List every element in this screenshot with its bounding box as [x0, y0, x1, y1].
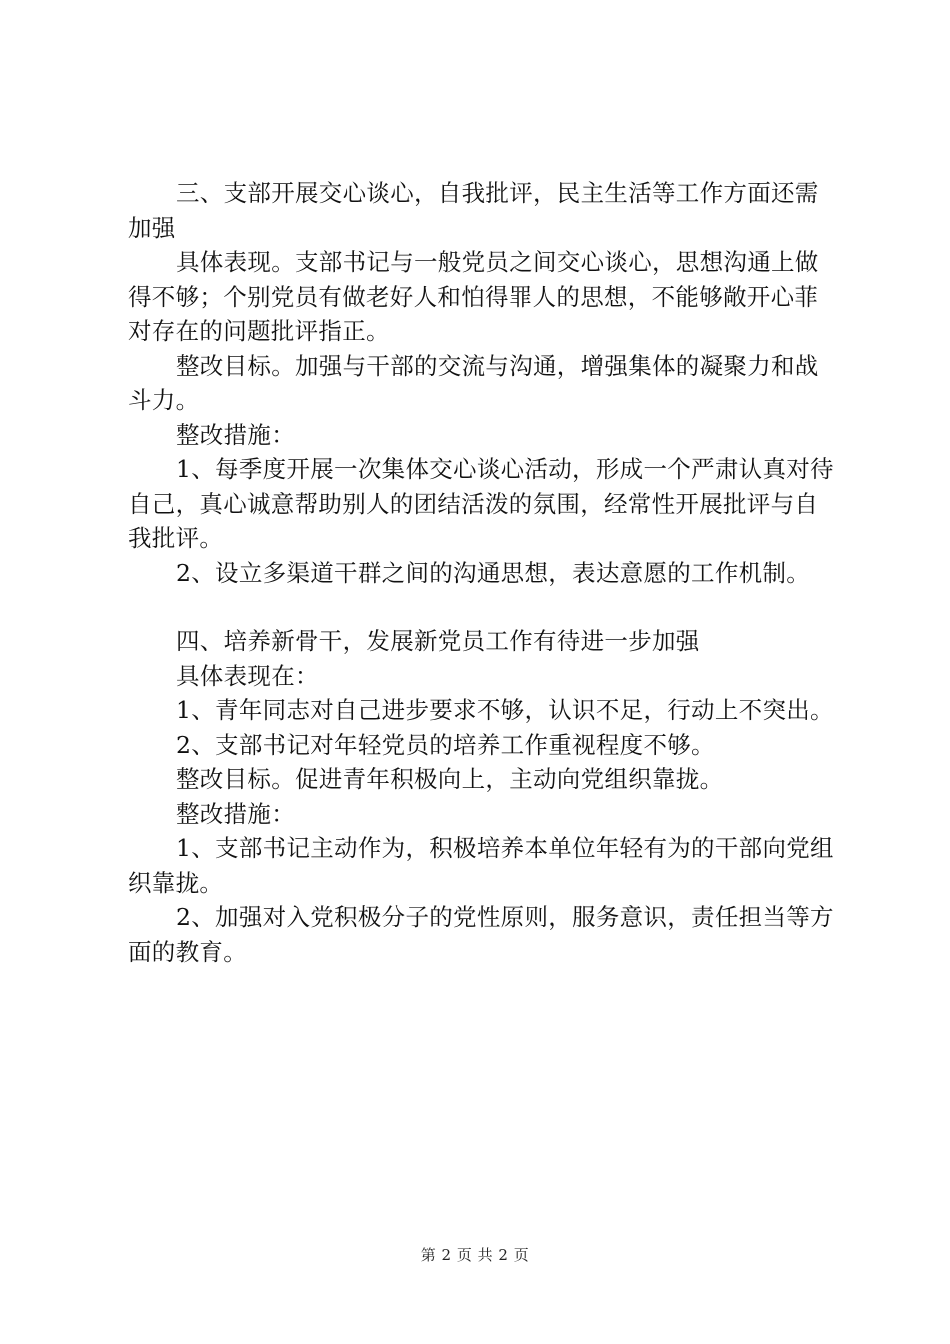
section-3-heading: 三、支部开展交心谈心，自我批评，民主生活等工作方面还需加强 [128, 179, 819, 242]
section-4 [128, 624, 834, 969]
section-4-measure-1: 1、支部书记主动作为，积极培养本单位年轻有为的干部向党组织靠拢。 [128, 834, 834, 897]
section-3-measure-1: 1、每季度开展一次集体交心谈心活动，形成一个严肃认真对待自己，真心诚意帮助别人的团结活泼的氛围，经常性开展批评与自我批评。 [128, 455, 834, 552]
section-3 [128, 176, 834, 590]
section-3-measures-heading: 整改措施： [176, 420, 295, 449]
section-4-measures-heading: 整改措施： [176, 799, 295, 828]
section-4-goal: 整改目标。促进青年积极向上，主动向党组织靠拢。 [176, 765, 724, 793]
section-3-measure-2: 2、设立多渠道干群之间的沟通思想，表达意愿的工作机制。 [176, 558, 811, 587]
section-4-manifestation-1: 1、青年同志对自己进步要求不够，认识不足，行动上不突出。 [176, 696, 834, 724]
section-4-manifestation-2: 2、支部书记对年轻党员的培养工作重视程度不够。 [176, 730, 715, 759]
section-4-manifestation-heading: 具体表现在： [176, 661, 319, 690]
section-4-heading: 四、培养新骨干，发展新党员工作有待进一步加强 [176, 627, 700, 655]
section-3-manifestation: 具体表现。支部书记与一般党员之间交心谈心，思想沟通上做得不够；个别党员有做老好人和怕得罪人的思想，不能够敞开心菲对存在的问题批评指正。 [128, 248, 819, 345]
section-3-goal: 整改目标。加强与干部的交流与沟通，增强集体的凝聚力和战斗力。 [128, 351, 819, 414]
page-number-footer: 第 2 页 共 2 页 [420, 1246, 530, 1264]
section-spacer [128, 590, 834, 624]
document-body [128, 176, 834, 969]
section-4-measure-2: 2、加强对入党积极分子的党性原则，服务意识，责任担当等方面的教育。 [128, 903, 834, 966]
